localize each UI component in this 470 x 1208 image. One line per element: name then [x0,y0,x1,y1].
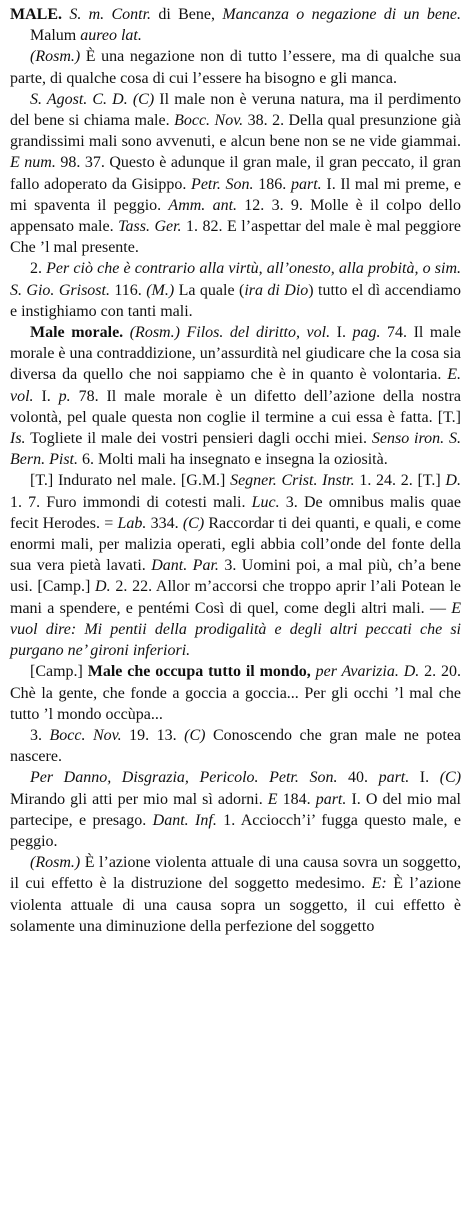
text: 12. 3. 9. Molle è il colpo dello appensato male. [10,196,462,236]
text: 1. 7. Furo immondi di cotesti mali. [10,493,252,511]
latin-note: aureo lat. [80,27,142,45]
text: Il male non è veruna natura, ma il perdimento del bene si chiama male. [10,90,462,130]
indurato-paragraph [10,470,461,661]
text: 334. [146,514,183,532]
source-ref: part. [315,790,347,808]
source-ref: (C) [184,726,206,744]
text [259,769,270,786]
source-ref: (M.) [146,281,175,299]
source-ref: S. Agost. C. D. (C) [30,90,155,108]
source-ref: Amm. ant. [168,196,238,214]
text: 1. Acciocch’i’ fugga questo male, e peggio. [10,811,461,850]
source-ref: Bocc. Nov. [174,112,244,130]
definition: Mancanza o negazione di un bene. [222,6,462,23]
source-ref: Dant. Inf. [152,811,217,829]
source-ref: part. [290,175,322,193]
source-ref: Tass. Ger. [118,218,182,236]
text: I. [409,769,440,787]
source-ref: (Rosm.) [30,48,81,66]
source-ref: Dant. Par. [151,557,219,575]
text: I. [330,324,353,342]
text: 186. [253,175,291,193]
text: Malum [30,27,81,45]
source-ref: Luc. [251,493,280,511]
text: 6. Molti mali ha insegnato e insegna la oziosità. [78,451,388,469]
text: 1. 82. E l’aspettar del male è mal peggiore Che ’l mal presente. [10,218,461,257]
citations-paragraph [10,89,461,259]
subentry-term: Male che occupa tutto il mondo, [87,663,311,681]
source-ref: E num. [10,154,56,172]
gloss: ira di Dio [244,281,309,299]
male-morale-paragraph [10,322,461,470]
text: Mirando gli atti per mio mal sì adorni. [10,790,268,808]
definition: Per Danno, Disgrazia, Pericolo. [30,769,259,787]
source-ref: Lab. [117,514,147,532]
source-ref: Petr. Son. [191,175,254,193]
azione-violenta-paragraph [10,852,461,937]
source-ref: Is. [10,430,26,448]
text: 116. [109,281,147,299]
source-ref: D. [403,663,420,681]
headword: MALE. [10,6,62,23]
text: 2. 20. Chè la gente, che fonde a goccia a goccia... Per gli occhi ’l mal che tutto ’l mondo occùpa... [10,663,462,723]
source-ref: p. [58,387,71,405]
text: 74. Il male morale è una contraddizione, un’assurdità nel giudicare che la cosa sia diversa da quello che noi sappiamo che è in quanto è volontaria. [10,324,462,384]
sense-number: 3. [30,726,50,744]
sense-2-paragraph [10,258,461,322]
source-ref: E: [371,875,387,893]
sense-paragraph [10,46,461,88]
text: I. Il mal mi preme, e mi spaventa il peggio. [10,175,462,214]
source-ref: pag. [352,324,381,342]
source-ref: E [267,790,278,808]
text: [T.] Indurato nel male. [G.M.] [30,472,231,490]
text: 19. 13. [121,726,185,744]
text: 1. 24. 2. [T.] [354,472,446,490]
source-ref: S. Bern. Pist. [10,430,462,469]
text: È una negazione non di tutto l’essere, ma di qualche sua parte, di qualche cosa di cui l’essere ha bisogno e gli manca. [10,48,461,87]
text: di Bene, [151,6,223,23]
subentry-term: Male morale. [30,324,124,342]
definition: per Avarizia. [315,663,399,681]
source-ref: (C) [439,769,462,787]
danno-paragraph [10,767,461,852]
text: 2. 22. Allor m’accorsi che troppo aprir l’ali Potean le mani a spendere, e pentémi Così di quel, come degli altri mali. — [10,578,461,617]
source-ref: D. [445,472,461,490]
text: [Camp.] [30,663,88,681]
sense-number: 2. [30,260,47,278]
source-ref: (Rosm.) Filos. del diritto, vol. [129,324,331,342]
source-ref: S. Gio. Grisost. [10,281,110,299]
text: 78. Il male morale è un difetto dell’azione della nostra volontà, pel quale questa non coglie il termine a cui essa è fatta. [T.] [10,387,462,426]
source-ref: part. [378,769,410,787]
source-ref: Bocc. Nov. [49,726,122,744]
text: 3. Uomini poi, a mal più, ch’a bene usi. [Camp.] [10,557,461,596]
text: 98. 37. Questo è adunque il gran male, il gran peccato, il gran fallo adoperato da Gisippo. [10,154,461,193]
text: La quale ( [174,281,245,299]
text: È l’azione violenta attuale di una causa sopra un soggetto, il cui effetto è solamente una diminuzione della perfezione del soggetto [10,875,462,935]
sense-3-paragraph [10,725,461,767]
grammar-label: S. m. Contr. [69,6,152,23]
text: I. O del mio mal partecipe, e presago. [10,790,461,829]
text: Conoscendo che gran male ne potea nascere. [10,726,462,766]
text: 38. 2. Della qual presunzione già grandissimi mali sono avvenuti, e alcun bene non se ne vide giammai. [10,112,462,151]
explanation: E vuol dire: Mi pentii della prodigalità e degli altri peccati che si purgano ne’ gironi inferiori. [10,599,461,660]
text: Raccordar ti dei quanti, e quali, e come enormi mali, per malizia operati, egli abbia coll’onde del fonte della sua vera pietà lavati. [10,514,462,575]
text: È l’azione violenta attuale di una causa sovra un soggetto, il cui effetto è la distruzione del soggetto medesimo. [10,854,461,893]
source-ref: Petr. Son. [269,769,338,787]
text: 3. De omnibus malis quae fecit Herodes. = [10,493,462,532]
text: ) tutto el dì accendiamo e instighiamo con tanti mali. [10,281,462,320]
source-ref: (C) [182,514,205,532]
usage-label: Senso iron. [371,430,445,448]
text: Togliete il male dei vostri pensieri dagli occhi miei. [25,430,372,448]
text: I. [33,387,59,405]
source-ref: Segner. Crist. Instr. [230,472,355,490]
entry-heading-paragraph [10,4,461,46]
male-che-occupa-paragraph [10,661,461,725]
definition: Per ciò che è contrario alla virtù, all’onesto, alla probità, o sim. [46,260,462,278]
text: 184. [277,790,316,808]
source-ref: (Rosm.) [30,854,81,872]
source-ref: E. vol. [10,366,461,405]
text: 40. [337,769,379,787]
source-ref: D. [95,578,111,596]
